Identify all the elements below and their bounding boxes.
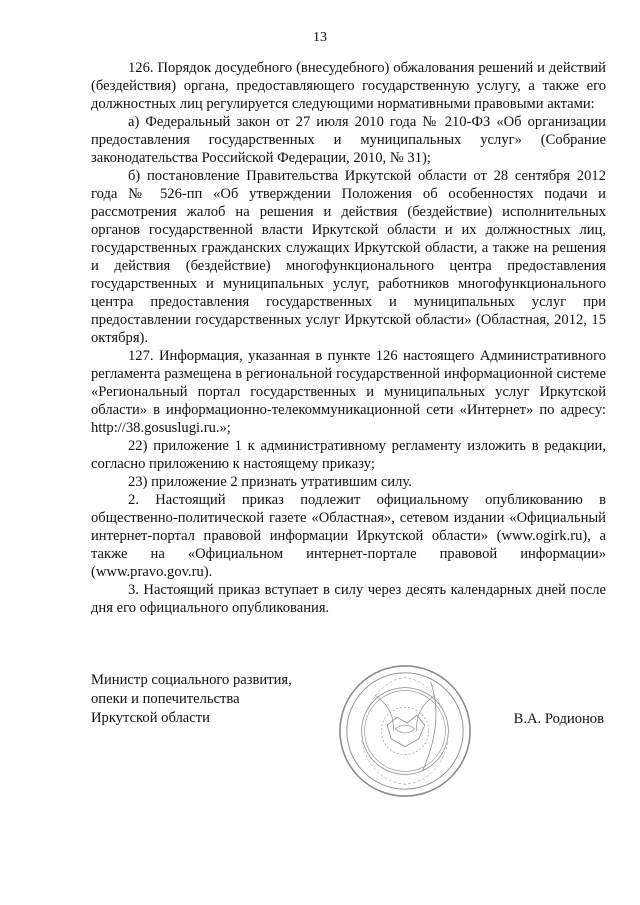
paragraph-item-22: 22) приложение 1 к административному регламенту изложить в редакции, согласно приложению к настоящему приказу; [91, 438, 606, 472]
signatory-position [91, 671, 292, 728]
paragraph-2: 2. Настоящий приказ подлежит официальному опубликованию в общественно-политической газете «Областная», сетевом издании «Официальный интернет-портал правовой информации Иркутской области» (www.ogirk.ru), а также на «Официальном интернет-портале правовой информации» (www.pravo.gov.ru). [91, 492, 606, 580]
signer-name: В.А. Родионов [513, 711, 604, 727]
document-body [91, 59, 606, 617]
position-line: опеки и попечительства [91, 691, 240, 707]
page-number: 13 [313, 30, 327, 45]
official-seal-stamp [336, 662, 474, 800]
position-line: Министр социального развития, [91, 672, 292, 688]
paragraph-3: 3. Настоящий приказ вступает в силу через десять календарных дней после дня его официального опубликования. [91, 582, 606, 616]
paragraph-item-23: 23) приложение 2 признать утратившим силу. [128, 474, 412, 490]
paragraph-127: 127. Информация, указанная в пункте 126 настоящего Административного регламента размещена в региональной государственной информационной системе «Региональный портал государственных и муниципальных услуг Иркутской области» в информационно-телекоммуникационной сети «Интернет» по адресу: http://38.gosuslugi.ru.»; [91, 348, 606, 436]
paragraph-126-a: а) Федеральный закон от 27 июля 2010 года № 210-ФЗ «Об организации предоставления государственных и муниципальных услуг» (Собрание законодательства Российской Федерации, 2010, № 31); [91, 114, 606, 166]
paragraph-126: 126. Порядок досудебного (внесудебного) обжалования решений и действий (бездействия) органа, предоставляющего государственную услугу, а также его должностных лиц регулируется следующими нормативными правовыми актами: [91, 60, 606, 112]
paragraph-126-b: б) постановление Правительства Иркутской области от 28 сентября 2012 года № 526-пп «Об утверждении Положения об особенностях подачи и рассмотрения жалоб на решения и действия (бездействие) исполнительных органов государственной власти Иркутской области и их должностных лиц, государственных гражданских служащих Иркутской области, а также на решения и действия (бездействие) многофункционального центра предоставления государственных и муниципальных услуг, работников многофункционального центра предоставления государственных и муниципальных услуг при предоставлении государственных услуг Иркутской области» (Областная, 2012, 15 октября). [91, 168, 606, 346]
position-line: Иркутской области [91, 710, 210, 726]
